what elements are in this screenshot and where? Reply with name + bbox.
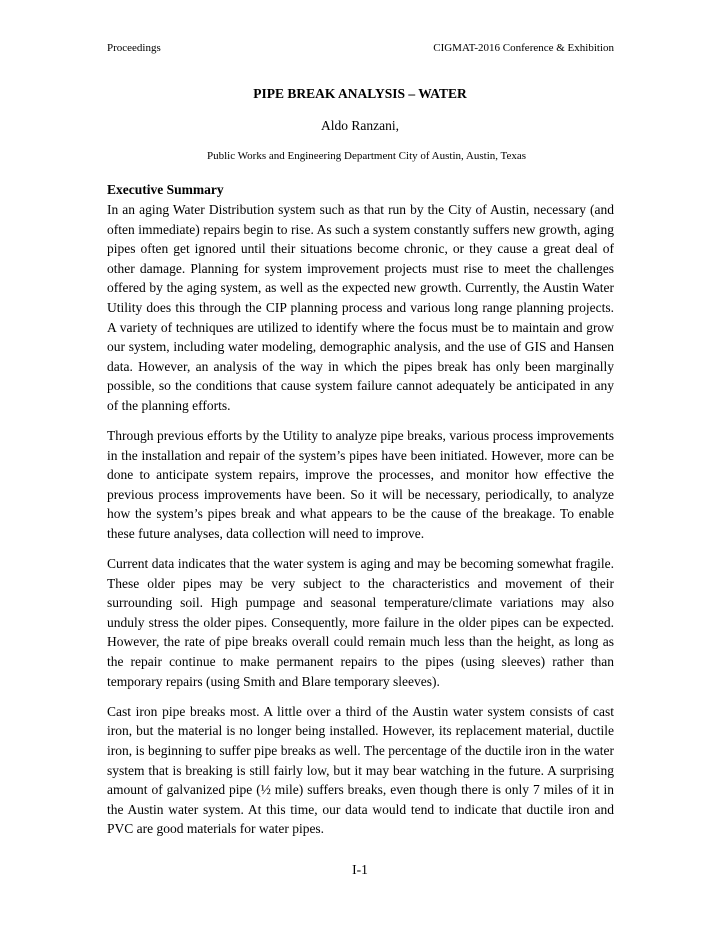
running-header-right: CIGMAT-2016 Conference & Exhibition	[433, 42, 614, 54]
section-heading: Executive Summary	[107, 182, 224, 197]
running-header-left: Proceedings	[107, 42, 161, 54]
paper-title: PIPE BREAK ANALYSIS – WATER	[253, 86, 467, 101]
paragraph-1: In an aging Water Distribution system such as that run by the City of Austin, necessary (and often immediate) repairs begin to rise. As such a system constantly suffers new growth, aging pipes often get ignored until their situations become chronic, or they cause a great deal of other damage. Planning for system improvement projects must rise to meet the challenges offered by the aging system, as well as the expected new growth. Currently, the Austin Water Utility does this through the CIP planning process and various long range planning projects. A variety of techniques are utilized to identify where the focus must be to maintain and grow our system, including water modeling, demographic analysis, and the use of GIS and Hansen data. However, an analysis of the way in which the pipes break has only been marginally possible, so the conditions that cause system failure cannot adequately be anticipated in any of the planning efforts.	[107, 202, 614, 413]
paragraph-4: Cast iron pipe breaks most. A little over a third of the Austin water system consists of cast iron, but the material is no longer being installed. However, its replacement material, ductile iron, is beginning to suffer pipe breaks as well. The percentage of the ductile iron in the water system that is breaking is still fairly low, but it may bear watching in the future. A surprising amount of galvanized pipe (½ mile) suffers breaks, even though there is only 7 miles of it in the Austin water system. At this time, our data would tend to indicate that ductile iron and PVC are good materials for water pipes.	[107, 703, 614, 837]
executive-summary-section	[107, 180, 614, 849]
author-name: Aldo Ranzani,	[321, 118, 399, 133]
paragraph-2: Through previous efforts by the Utility to analyze pipe breaks, various process improvements in the installation and repair of the system’s pipes have been initiated. However, more can be done to anticipate system repairs, improve the processes, and monitor how effective the previous process improvements have been. So it will be necessary, periodically, to analyze how the system’s pipes break and what appears to be the cause of the breakage. To enable these future analyses, data collection will need to improve.	[107, 428, 614, 541]
page-number: I-1	[352, 862, 368, 877]
author-affiliation: Public Works and Engineering Department City of Austin, Austin, Texas	[207, 150, 527, 162]
paragraph-3: Current data indicates that the water system is aging and may be becoming somewhat fragile. These older pipes may be very subject to the characteristics and movement of their surrounding soil. High pumpage and seasonal temperature/climate variations may also unduly stress the older pipes. Consequently, more failure in the older pipes can be expected. However, the rate of pipe breaks overall could remain much less than the height, as long as the repair continue to make permanent repairs to the pipes (using sleeves) rather than temporary repairs (using Smith and Blare temporary sleeves).	[107, 556, 614, 689]
